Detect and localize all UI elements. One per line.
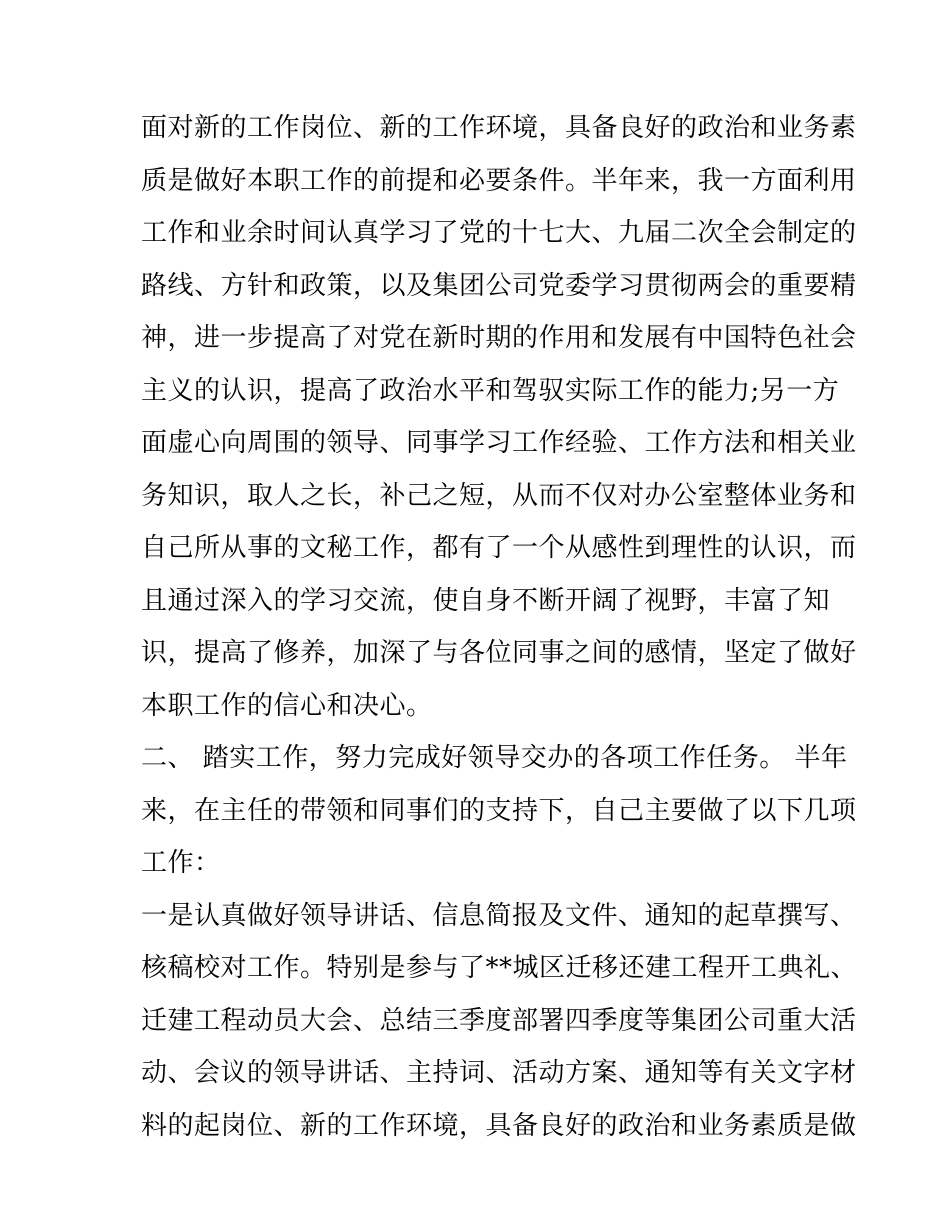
section-heading-line: 二、 踏实工作，努力完成好领导交办的各项工作任务。 半年 — [141, 743, 848, 773]
text-line: 工作和业余时间认真学习了党的十七大、九届二次全会制定的 — [141, 218, 857, 248]
text-line: 工作： — [141, 848, 221, 878]
text-line: 质是做好本职工作的前提和必要条件。半年来，我一方面利用 — [141, 165, 857, 196]
text-line: 路线、方针和政策，以及集团公司党委学习贯彻两会的重要精 — [141, 270, 857, 301]
text-line: 主义的认识，提高了政治水平和驾驭实际工作的能力;另一方 — [141, 375, 840, 406]
text-line: 务知识，取人之长，补己之短，从而不仅对办公室整体业务和 — [141, 480, 857, 511]
text-line: 识，提高了修养，加深了与各位同事之间的感情，坚定了做好 — [141, 638, 857, 668]
text-line: 迁建工程动员大会、总结三季度部署四季度等集团公司重大活 — [141, 1005, 857, 1036]
text-line: 本职工作的信心和决心。 — [141, 690, 433, 721]
text-line: 面对新的工作岗位、新的工作环境，具备良好的政治和业务素 — [141, 113, 857, 143]
text-line: 神，进一步提高了对党在新时期的作用和发展有中国特色社会 — [141, 323, 857, 353]
text-line: 自己所从事的文秘工作，都有了一个从感性到理性的认识，而 — [141, 533, 857, 563]
text-line: 来，在主任的带领和同事们的支持下，自己主要做了以下几项 — [141, 795, 857, 826]
document-body — [141, 102, 858, 1152]
text-line: 且通过深入的学习交流，使自身不断开阔了视野，丰富了知 — [141, 585, 831, 616]
text-line: 核稿校对工作。特别是参与了**城区迁移还建工程开工典礼、 — [141, 953, 858, 983]
text-line: 料的起岗位、新的工作环境，具备良好的政治和业务素质是做 — [141, 1110, 857, 1141]
text-line: 面虚心向周围的领导、同事学习工作经验、工作方法和相关业 — [141, 428, 857, 458]
text-line: 动、会议的领导讲话、主持词、活动方案、通知等有关文字材 — [141, 1058, 857, 1088]
text-line: 一是认真做好领导讲话、信息简报及文件、通知的起草撰写、 — [141, 900, 857, 931]
